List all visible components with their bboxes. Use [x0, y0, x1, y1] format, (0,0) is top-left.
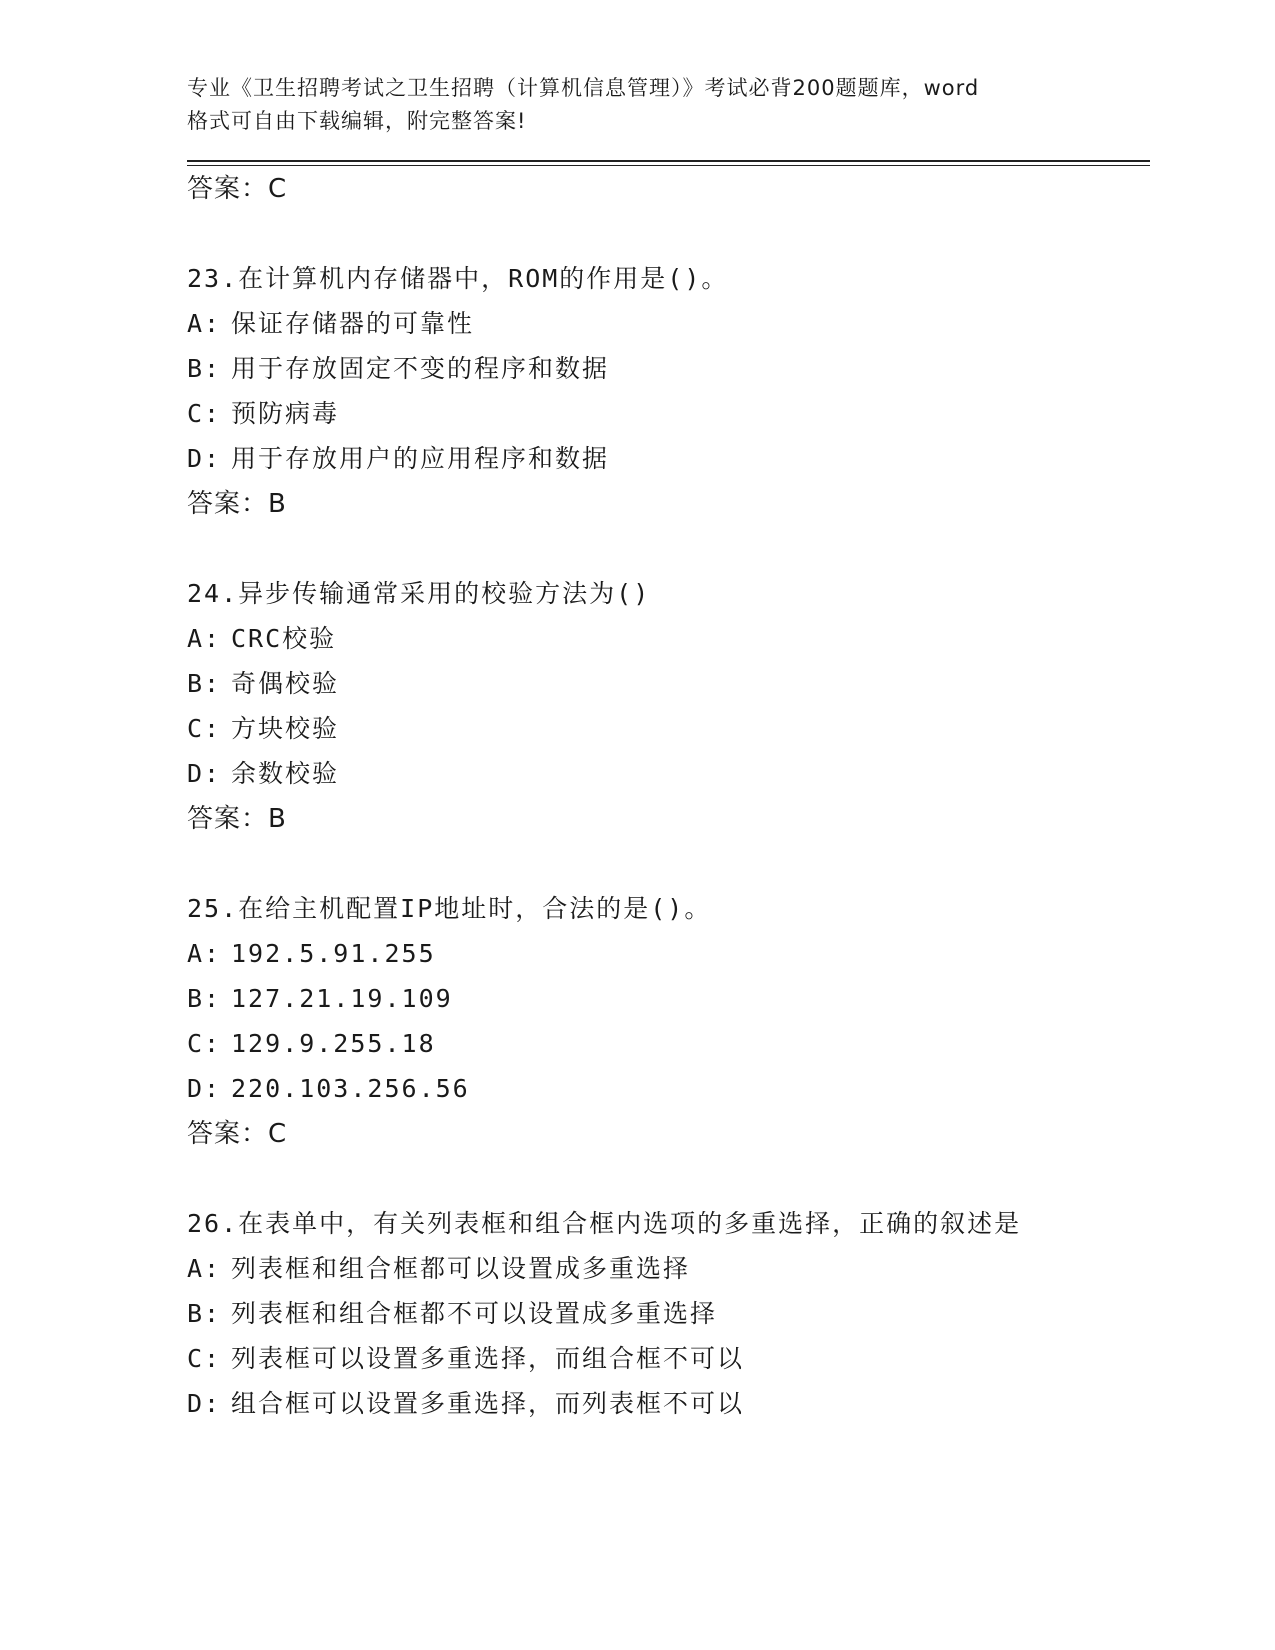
option-text: 列表框可以设置多重选择，而组合框不可以 [231, 1344, 745, 1373]
option-key: B: [187, 354, 222, 383]
option-b [187, 661, 1147, 706]
option-text: 129.9.255.18 [231, 1029, 436, 1058]
option-key: B: [187, 669, 222, 698]
option-text: 保证存储器的可靠性 [231, 309, 475, 338]
answer-line: 答案：B [187, 489, 287, 519]
option-text: CRC校验 [231, 624, 337, 653]
option-d [187, 436, 1147, 481]
question-block [187, 886, 1147, 1157]
question-block [187, 256, 1147, 527]
option-c [187, 1336, 1147, 1381]
question-text: 24.异步传输通常采用的校验方法为() [187, 579, 651, 608]
option-text: 方块校验 [231, 714, 340, 743]
option-a [187, 931, 1147, 976]
option-text: 奇偶校验 [231, 669, 340, 698]
answer-line: 答案：C [187, 1119, 288, 1149]
option-text: 列表框和组合框都不可以设置成多重选择 [231, 1299, 718, 1328]
option-key: C: [187, 1344, 222, 1373]
option-key: D: [187, 759, 222, 788]
document-title [187, 72, 1087, 138]
question-text: 25.在给主机配置IP地址时，合法的是()。 [187, 894, 712, 923]
option-key: A: [187, 309, 222, 338]
option-c [187, 391, 1147, 436]
document-page [187, 72, 1147, 1426]
option-b [187, 1291, 1147, 1336]
option-key: D: [187, 1389, 222, 1418]
option-key: A: [187, 1254, 222, 1283]
option-c [187, 1021, 1147, 1066]
option-key: C: [187, 1029, 222, 1058]
option-key: A: [187, 939, 222, 968]
answer-line: 答案：C [187, 174, 288, 204]
question-block [187, 571, 1147, 842]
question-text: 26.在表单中，有关列表框和组合框内选项的多重选择，正确的叙述是 [187, 1209, 1022, 1238]
question-block [187, 1201, 1147, 1426]
option-key: C: [187, 714, 222, 743]
title-line-1: 专业《卫生招聘考试之卫生招聘（计算机信息管理）》考试必背200题题库，word [187, 76, 980, 100]
option-b [187, 976, 1147, 1021]
option-key: B: [187, 984, 222, 1013]
option-text: 用于存放固定不变的程序和数据 [231, 354, 610, 383]
option-text: 预防病毒 [231, 399, 340, 428]
option-a [187, 616, 1147, 661]
option-text: 列表框和组合框都可以设置成多重选择 [231, 1254, 691, 1283]
option-text: 220.103.256.56 [231, 1074, 470, 1103]
answer-line: 答案：B [187, 804, 287, 834]
option-text: 127.21.19.109 [231, 984, 453, 1013]
title-line-2: 格式可自由下载编辑，附完整答案! [187, 109, 527, 133]
option-d [187, 1066, 1147, 1111]
option-key: D: [187, 1074, 222, 1103]
option-key: A: [187, 624, 222, 653]
option-c [187, 706, 1147, 751]
question-text: 23.在计算机内存储器中，ROM的作用是()。 [187, 264, 729, 293]
option-key: C: [187, 399, 222, 428]
option-text: 组合框可以设置多重选择，而列表框不可以 [231, 1389, 745, 1418]
option-key: D: [187, 444, 222, 473]
option-key: B: [187, 1299, 222, 1328]
option-a [187, 1246, 1147, 1291]
option-text: 192.5.91.255 [231, 939, 436, 968]
option-b [187, 346, 1147, 391]
option-d [187, 1381, 1147, 1426]
option-d [187, 751, 1147, 796]
option-text: 用于存放用户的应用程序和数据 [231, 444, 610, 473]
option-a [187, 301, 1147, 346]
option-text: 余数校验 [231, 759, 340, 788]
